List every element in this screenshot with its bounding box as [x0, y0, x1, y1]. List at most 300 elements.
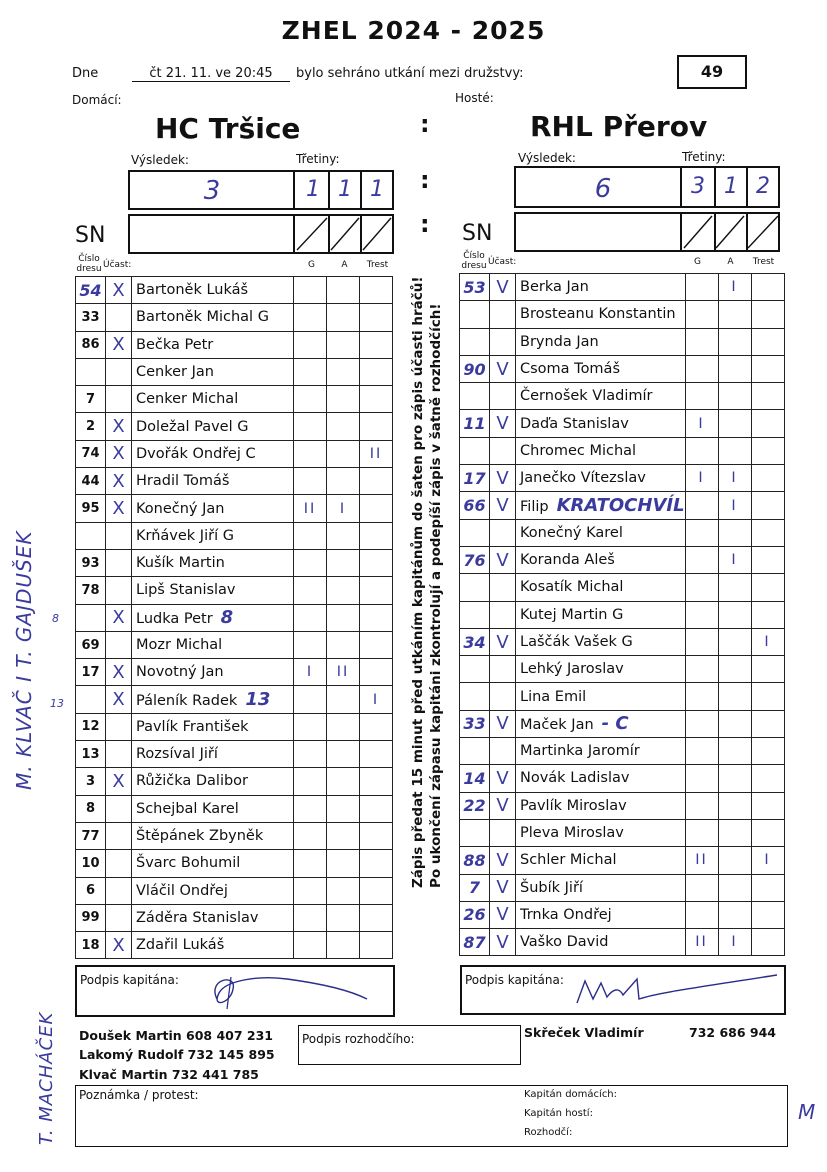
assists-cell — [327, 904, 360, 931]
home-roster-table — [75, 276, 393, 959]
presence-mark: X — [106, 468, 132, 495]
assists-cell — [327, 741, 360, 768]
table-row — [76, 932, 393, 959]
player-number: 54 — [76, 277, 106, 304]
home-captain-signature-label: Podpis kapitána: — [80, 973, 179, 987]
player-number: 88 — [460, 847, 490, 874]
referee-signature-label: Podpis rozhodčího: — [302, 1032, 415, 1046]
table-row — [76, 795, 393, 822]
penalty-cell — [360, 331, 393, 358]
player-number: 74 — [76, 440, 106, 467]
goals-cell — [294, 331, 327, 358]
goals-cell — [294, 358, 327, 385]
goals-cell — [294, 440, 327, 467]
table-row — [460, 301, 785, 328]
player-number: 95 — [76, 495, 106, 522]
away-captain-signature-box — [460, 965, 786, 1015]
away-period-2: 1 — [724, 174, 738, 199]
player-number — [460, 574, 490, 601]
penalty-cell — [360, 631, 393, 658]
player-name: Pleva Miroslav — [516, 819, 686, 846]
table-row — [460, 710, 785, 737]
assists-cell — [327, 522, 360, 549]
penalty-cell — [751, 519, 784, 546]
goals-cell — [685, 683, 718, 710]
table-row — [460, 519, 785, 546]
penalty-cell — [751, 901, 784, 928]
table-row — [76, 741, 393, 768]
table-row — [76, 604, 393, 631]
margin-handwriting-1: M. KLVAČ I T. GAJDUŠEK — [12, 530, 36, 790]
assists-cell — [718, 410, 751, 437]
goals-cell — [294, 795, 327, 822]
player-number — [460, 683, 490, 710]
presence-mark — [106, 304, 132, 331]
home-period-2: 1 — [338, 177, 352, 202]
away-team-name: RHL Přerov — [530, 110, 708, 143]
penalty-cell — [751, 765, 784, 792]
presence-mark — [106, 850, 132, 877]
assists-cell — [327, 686, 360, 713]
assists-cell — [327, 304, 360, 331]
colon-separator: : — [420, 110, 430, 138]
penalty-cell — [751, 546, 784, 573]
player-number — [460, 819, 490, 846]
home-col-number: Číslo dresu — [76, 254, 102, 274]
presence-mark — [490, 683, 516, 710]
penalty-cell — [360, 768, 393, 795]
table-row — [76, 713, 393, 740]
assists-cell — [718, 738, 751, 765]
presence-mark: X — [106, 331, 132, 358]
player-number — [76, 686, 106, 713]
player-number — [460, 738, 490, 765]
player-number — [460, 301, 490, 328]
presence-mark: V — [490, 410, 516, 437]
player-number — [76, 358, 106, 385]
home-score: 3 — [203, 176, 221, 206]
presence-mark — [490, 437, 516, 464]
table-row — [76, 631, 393, 658]
table-row — [76, 495, 393, 522]
home-captain-signature-scribble — [197, 969, 377, 1013]
penalty-cell — [360, 741, 393, 768]
penalty-cell — [751, 410, 784, 437]
player-name: Schler Michal — [516, 847, 686, 874]
assists-cell — [718, 792, 751, 819]
player-number — [460, 601, 490, 628]
table-row — [76, 277, 393, 304]
goals-cell — [685, 437, 718, 464]
player-name: Filip KRATOCHVÍL — [516, 492, 686, 519]
player-number: 77 — [76, 822, 106, 849]
goals-cell: I — [685, 410, 718, 437]
table-row — [460, 574, 785, 601]
referee-line-2: Lakomý Rudolf 732 145 895 — [79, 1047, 275, 1062]
presence-mark — [490, 383, 516, 410]
player-number — [76, 522, 106, 549]
home-team-name: HC Tršice — [155, 112, 301, 145]
home-score-box — [128, 170, 394, 210]
sn-diagonals-icon — [295, 216, 395, 252]
penalty-cell — [360, 358, 393, 385]
table-row — [460, 765, 785, 792]
presence-mark: V — [490, 465, 516, 492]
presence-mark — [106, 522, 132, 549]
player-number — [460, 656, 490, 683]
assists-cell — [327, 822, 360, 849]
player-name: Krňávek Jiří G — [132, 522, 294, 549]
player-name: Chromec Michal — [516, 437, 686, 464]
presence-mark — [106, 822, 132, 849]
assists-cell — [327, 932, 360, 959]
player-number: 53 — [460, 274, 490, 301]
player-number: 33 — [76, 304, 106, 331]
player-name: Lipš Stanislav — [132, 577, 294, 604]
goals-cell — [685, 656, 718, 683]
penalty-cell — [360, 549, 393, 576]
player-name: Vaško David — [516, 929, 686, 956]
presence-mark: X — [106, 604, 132, 631]
away-score: 6 — [594, 174, 612, 204]
player-name: Švarc Bohumil — [132, 850, 294, 877]
away-sn-box — [514, 212, 780, 252]
player-number: 17 — [460, 465, 490, 492]
home-col-penalty: Trest — [366, 260, 389, 270]
player-name: Brosteanu Konstantin — [516, 301, 686, 328]
penalty-cell — [751, 274, 784, 301]
presence-mark — [490, 574, 516, 601]
presence-mark: X — [106, 932, 132, 959]
assists-cell: I — [718, 492, 751, 519]
referee-label: Rozhodčí: — [524, 1127, 573, 1138]
goals-cell — [685, 601, 718, 628]
goals-cell — [294, 304, 327, 331]
player-number: 66 — [460, 492, 490, 519]
table-row — [460, 601, 785, 628]
presence-mark: V — [490, 355, 516, 382]
table-row — [460, 383, 785, 410]
away-periods-label: Třetiny: — [682, 150, 726, 164]
presence-mark: X — [106, 440, 132, 467]
penalty-cell — [360, 577, 393, 604]
penalty-cell — [751, 465, 784, 492]
player-number: 69 — [76, 631, 106, 658]
presence-mark: X — [106, 659, 132, 686]
table-row — [76, 768, 393, 795]
table-row — [460, 901, 785, 928]
contact-phone: 732 686 944 — [689, 1025, 776, 1040]
player-name: Kutej Martin G — [516, 601, 686, 628]
goals-cell — [685, 328, 718, 355]
goals-cell — [685, 792, 718, 819]
player-number: 2 — [76, 413, 106, 440]
goals-cell — [685, 874, 718, 901]
table-row — [76, 304, 393, 331]
player-name: Lina Emil — [516, 683, 686, 710]
penalty-cell — [751, 355, 784, 382]
goals-cell — [685, 519, 718, 546]
presence-mark: V — [490, 710, 516, 737]
goals-cell — [685, 355, 718, 382]
away-col-penalty: Trest — [752, 257, 775, 267]
table-row — [460, 328, 785, 355]
penalty-cell — [751, 437, 784, 464]
assists-cell — [718, 601, 751, 628]
instruction-note-2: Po ukončení zápasu kapitáni zkontrolují a podepíší zápis v šatně rozhodčích! — [428, 303, 444, 888]
table-row — [460, 410, 785, 437]
table-row — [76, 904, 393, 931]
goals-cell — [685, 574, 718, 601]
table-row — [76, 659, 393, 686]
home-col-a: A — [341, 260, 348, 270]
goals-cell — [294, 713, 327, 740]
table-row — [460, 683, 785, 710]
date-label: Dne — [72, 66, 99, 81]
player-number — [76, 604, 106, 631]
table-row — [76, 686, 393, 713]
table-row — [460, 656, 785, 683]
goals-cell — [685, 492, 718, 519]
goals-cell — [685, 301, 718, 328]
penalty-cell: I — [360, 686, 393, 713]
table-row — [460, 738, 785, 765]
handwritten-annotation: 13 — [245, 689, 271, 711]
presence-mark: X — [106, 495, 132, 522]
date-value: čt 21. 11. ve 20:45 — [132, 66, 290, 82]
player-number: 6 — [76, 877, 106, 904]
player-number: 18 — [76, 932, 106, 959]
penalty-cell — [751, 929, 784, 956]
colon-separator: : — [420, 210, 430, 238]
assists-cell — [327, 577, 360, 604]
assists-cell — [718, 847, 751, 874]
assists-cell — [327, 440, 360, 467]
sn-diagonals-icon — [682, 214, 782, 250]
presence-mark: X — [106, 768, 132, 795]
home-col-g: G — [308, 260, 315, 270]
penalty-cell — [751, 710, 784, 737]
penalty-cell — [751, 792, 784, 819]
table-row — [76, 413, 393, 440]
table-row — [460, 437, 785, 464]
assists-cell — [718, 328, 751, 355]
player-name: Záděra Stanislav — [132, 904, 294, 931]
away-period-3: 2 — [756, 174, 770, 199]
penalty-cell — [751, 874, 784, 901]
player-name: Bartoněk Michal G — [132, 304, 294, 331]
home-periods-label: Třetiny: — [296, 152, 340, 166]
penalty-cell — [751, 683, 784, 710]
assists-cell — [718, 765, 751, 792]
assists-cell: I — [718, 465, 751, 492]
goals-cell — [294, 932, 327, 959]
note-box — [75, 1085, 788, 1147]
player-name: Hradil Tomáš — [132, 468, 294, 495]
goals-cell — [685, 274, 718, 301]
margin-small-2: 13 — [50, 697, 64, 710]
penalty-cell — [360, 932, 393, 959]
away-sn-label: SN — [462, 221, 493, 246]
table-row — [76, 822, 393, 849]
penalty-cell: I — [751, 847, 784, 874]
home-label: Domácí: — [72, 93, 122, 107]
assists-cell — [718, 819, 751, 846]
presence-mark — [106, 631, 132, 658]
presence-mark — [106, 877, 132, 904]
cap-home-label: Kapitán domácích: — [524, 1089, 618, 1100]
player-name: Vláčil Ondřej — [132, 877, 294, 904]
player-name: Koranda Aleš — [516, 546, 686, 573]
player-name: Cenker Michal — [132, 386, 294, 413]
goals-cell — [294, 413, 327, 440]
match-number: 49 — [700, 62, 724, 81]
player-name: Páleník Radek 13 — [132, 686, 294, 713]
player-name: Bartoněk Lukáš — [132, 277, 294, 304]
presence-mark — [106, 386, 132, 413]
referee-signature-box — [298, 1025, 521, 1065]
goals-cell — [294, 686, 327, 713]
player-name: Schejbal Karel — [132, 795, 294, 822]
table-row — [76, 522, 393, 549]
penalty-cell — [751, 574, 784, 601]
presence-mark: V — [490, 628, 516, 655]
presence-mark — [490, 301, 516, 328]
goals-cell — [294, 549, 327, 576]
player-number — [460, 437, 490, 464]
handwritten-annotation: - C — [601, 713, 629, 735]
assists-cell — [718, 874, 751, 901]
assists-cell — [718, 301, 751, 328]
penalty-cell — [360, 904, 393, 931]
penalty-cell — [360, 713, 393, 740]
player-number: 17 — [76, 659, 106, 686]
player-number: 44 — [76, 468, 106, 495]
table-row — [76, 549, 393, 576]
goals-cell — [294, 631, 327, 658]
player-name: Konečný Karel — [516, 519, 686, 546]
assists-cell — [718, 383, 751, 410]
away-period-1: 3 — [691, 174, 705, 199]
presence-mark — [106, 549, 132, 576]
player-name: Berka Jan — [516, 274, 686, 301]
penalty-cell — [751, 492, 784, 519]
penalty-cell — [751, 328, 784, 355]
penalty-cell — [360, 659, 393, 686]
presence-mark — [490, 601, 516, 628]
penalty-cell — [360, 304, 393, 331]
player-name: Štěpánek Zbyněk — [132, 822, 294, 849]
player-name: Cenker Jan — [132, 358, 294, 385]
table-row — [76, 850, 393, 877]
corner-mark: M — [798, 1100, 816, 1124]
table-row — [76, 877, 393, 904]
penalty-cell — [360, 795, 393, 822]
table-row — [460, 847, 785, 874]
assists-cell — [327, 850, 360, 877]
assists-cell — [718, 683, 751, 710]
table-row — [460, 874, 785, 901]
goals-cell — [294, 741, 327, 768]
goals-cell — [685, 546, 718, 573]
player-number: 86 — [76, 331, 106, 358]
player-name: Dvořák Ondřej C — [132, 440, 294, 467]
assists-cell — [327, 386, 360, 413]
player-number: 12 — [76, 713, 106, 740]
penalty-cell — [360, 468, 393, 495]
assists-cell — [327, 795, 360, 822]
penalty-cell — [751, 301, 784, 328]
assists-cell — [718, 355, 751, 382]
player-number — [460, 519, 490, 546]
presence-mark: X — [106, 277, 132, 304]
player-name: Lehký Jaroslav — [516, 656, 686, 683]
presence-mark — [490, 519, 516, 546]
goals-cell: II — [685, 929, 718, 956]
assists-cell — [327, 631, 360, 658]
goals-cell — [294, 904, 327, 931]
player-number: 87 — [460, 929, 490, 956]
assists-cell: I — [718, 546, 751, 573]
player-name: Růžička Dalibor — [132, 768, 294, 795]
penalty-cell — [360, 277, 393, 304]
presence-mark — [490, 656, 516, 683]
player-number: 7 — [460, 874, 490, 901]
penalty-cell: II — [360, 440, 393, 467]
player-name: Trnka Ondřej — [516, 901, 686, 928]
player-number: 90 — [460, 355, 490, 382]
presence-mark: V — [490, 901, 516, 928]
player-name: Mozr Michal — [132, 631, 294, 658]
goals-cell — [294, 386, 327, 413]
goals-cell: II — [685, 847, 718, 874]
presence-mark: X — [106, 686, 132, 713]
note-label: Poznámka / protest: — [79, 1088, 199, 1102]
player-number: 13 — [76, 741, 106, 768]
player-number — [460, 328, 490, 355]
home-period-1: 1 — [306, 177, 320, 202]
goals-cell — [685, 710, 718, 737]
goals-cell — [685, 383, 718, 410]
away-score-box — [514, 166, 780, 208]
goals-cell — [685, 819, 718, 846]
away-captain-signature-label: Podpis kapitána: — [465, 973, 564, 987]
player-name: Pavlík František — [132, 713, 294, 740]
penalty-cell — [360, 604, 393, 631]
table-row — [460, 792, 785, 819]
presence-mark — [490, 819, 516, 846]
presence-mark — [106, 713, 132, 740]
assists-cell: II — [327, 659, 360, 686]
table-row — [460, 819, 785, 846]
instruction-note-1: Zápis předat 15 minut před utkáním kapitánům do šaten pro zápis účasti hráčů! — [410, 276, 426, 888]
player-number: 3 — [76, 768, 106, 795]
player-number: 34 — [460, 628, 490, 655]
assists-cell — [327, 549, 360, 576]
table-row — [76, 331, 393, 358]
presence-mark: X — [106, 413, 132, 440]
assists-cell — [327, 768, 360, 795]
goals-cell — [294, 877, 327, 904]
penalty-cell — [751, 601, 784, 628]
cap-away-label: Kapitán hostí: — [524, 1108, 593, 1119]
player-name: Zdařil Lukáš — [132, 932, 294, 959]
table-row — [76, 577, 393, 604]
table-row — [460, 628, 785, 655]
away-col-a: A — [727, 257, 734, 267]
player-number: 11 — [460, 410, 490, 437]
table-row — [460, 929, 785, 956]
